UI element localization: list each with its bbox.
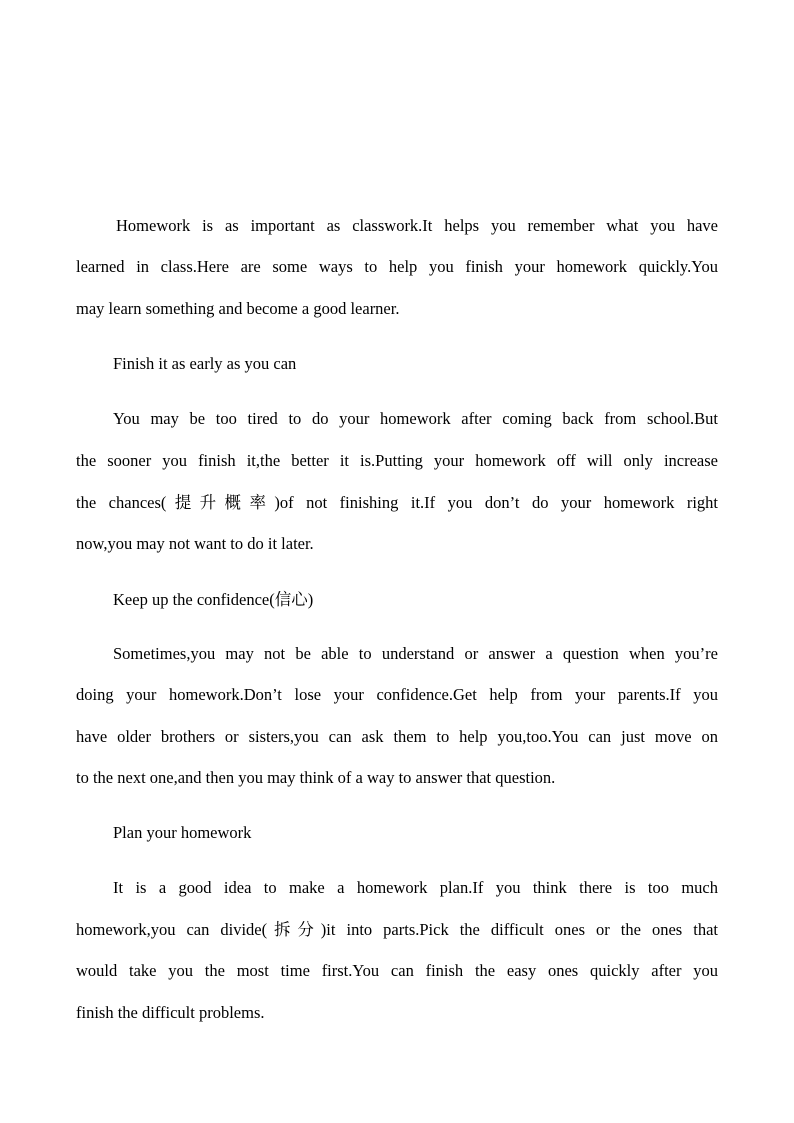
paragraph-3-line-3: have older brothers or sisters,you can ask them to help you,too.You can just move on <box>76 727 718 746</box>
paragraph-4-line-4: finish the difficult problems. <box>76 1003 265 1022</box>
paragraph-2-line-4: now,you may not want to do it later. <box>76 534 314 553</box>
paragraph-2-line-1: You may be too tired to do your homework after coming back from school.But <box>113 409 718 428</box>
section-heading-finish-early: Finish it as early as you can <box>113 354 297 373</box>
paragraph-3-line-2: doing your homework.Don’t lose your confidence.Get help from your parents.If you <box>76 685 718 704</box>
paragraph-2-line-3: the chances(提升概率)of not finishing it.If you don’t do your homework right <box>76 493 718 512</box>
paragraph-4-line-1: It is a good idea to make a homework plan.If you think there is too much <box>113 878 718 897</box>
section-heading-plan: Plan your homework <box>113 823 252 842</box>
paragraph-1-line-1: Homework is as important as classwork.It helps you remember what you have <box>116 216 718 235</box>
paragraph-1-line-3: may learn something and become a good learner. <box>76 299 400 318</box>
paragraph-3-line-1: Sometimes,you may not be able to understand or answer a question when you’re <box>113 644 718 663</box>
paragraph-3-line-4: to the next one,and then you may think of a way to answer that question. <box>76 768 556 787</box>
paragraph-1-line-2: learned in class.Here are some ways to help you finish your homework quickly.You <box>76 257 718 276</box>
paragraph-2-line-2: the sooner you finish it,the better it is.Putting your homework off will only increase <box>76 451 718 470</box>
section-heading-confidence: Keep up the confidence(信心) <box>113 590 314 609</box>
paragraph-4-line-2: homework,you can divide(拆分)it into parts.Pick the difficult ones or the ones that <box>76 920 718 939</box>
paragraph-4-line-3: would take you the most time first.You can finish the easy ones quickly after you <box>76 961 718 980</box>
